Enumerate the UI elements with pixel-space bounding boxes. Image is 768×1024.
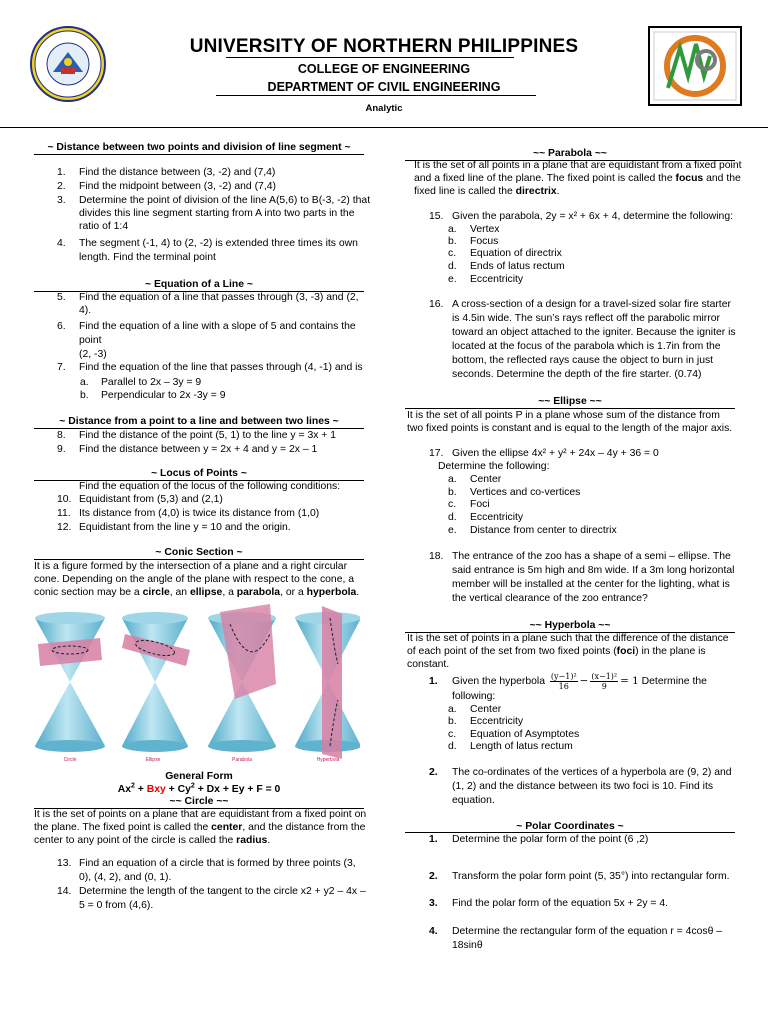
section-title-parabola: ~~ Parabola ~~ (533, 148, 607, 159)
item-number: 4. (429, 926, 438, 937)
section-title-point-line: ~ Distance from a point to a line and between two lines ~ (59, 416, 339, 427)
figure-label-ellipse: Ellipse (145, 757, 161, 763)
sub-letter: b. (448, 487, 457, 498)
sub-item-text: Center (470, 474, 502, 485)
item-number: 13. (57, 858, 72, 869)
question-text: Determine the rectangular form of the equation r = 4cosθ – (452, 926, 723, 937)
item-number: 1. (57, 167, 66, 178)
item-number: 2. (57, 181, 66, 192)
header-rule (216, 95, 536, 96)
sub-letter: e. (448, 525, 457, 536)
question-text: Find the distance between (3, -2) and (7,4) (79, 167, 276, 178)
sub-letter: b. (448, 716, 457, 727)
item-number: 4. (57, 238, 66, 249)
section-title-conic: ~ Conic Section ~ (155, 547, 243, 558)
university-title: UNIVERSITY OF NORTHERN PHILIPPINES (189, 36, 579, 57)
question-text: Find the equation of the line that passes through (4, -1) and is (79, 362, 363, 373)
circle-cone-illustration (35, 612, 105, 752)
sub-item-text: Foci (470, 499, 490, 510)
item-number: 3. (57, 195, 66, 206)
question-text: Given the hyperbola $\frac{\text{(y−1)²}}{16}$ − $\frac{\text{(x−1)²}}{9}$ = 1 Determine the (452, 671, 707, 691)
fraction: $\frac{\text{(x−1)²}}{9}$ (591, 671, 618, 691)
university-seal (23, 24, 113, 104)
question-text: Determine the length of the tangent to the circle x2 + y2 – 4x – (79, 886, 366, 897)
question-text: The co-ordinates of the vertices of a hyperbola are (9, 2) and (452, 767, 732, 778)
sub-item-text: Length of latus rectum (470, 741, 573, 752)
item-number: 18. (429, 551, 444, 562)
section-rule (34, 154, 364, 155)
question-text: toward an object attached to the igniter. Because the igniter is (452, 327, 736, 338)
question-text: member will be installed at the center for the lighting, what is (452, 579, 730, 590)
question-text: said entrance is 5m high and 8m wide. If a 3m long horizontal (452, 565, 735, 576)
question-text: Find the distance between y = 2x + 4 and y = 2x – 1 (79, 444, 318, 455)
section-rule (34, 559, 364, 560)
question-text: the vertical clearance of the zoo entrance? (452, 593, 648, 604)
question-text: point (79, 335, 102, 346)
sub-letter: e. (448, 274, 457, 285)
question-text: (2, -3) (79, 349, 107, 360)
sub-letter: d. (448, 261, 457, 272)
header-bottom-rule (0, 127, 768, 128)
item-number: 11. (57, 508, 71, 519)
question-text: Find the distance of the point (5, 1) to the line y = 3x + 1 (79, 430, 337, 441)
department-title: DEPARTMENT OF CIVIL ENGINEERING (267, 80, 501, 94)
circle-definition: It is the set of points on a plane that are equidistant from a fixed point on (34, 809, 367, 820)
question-text: The segment (-1, 4) to (2, -2) is extended three times its own (79, 238, 358, 249)
conic-definition: conic section may be a circle, an ellipse, a parabola, or a hyperbola. (34, 587, 360, 598)
item-number: 16. (429, 299, 444, 310)
question-text: Find the polar form of the equation 5x + 2y = 4. (452, 898, 669, 909)
item-number: 8. (57, 430, 66, 441)
question-text: Find the midpoint between (3, -2) and (7,4) (79, 181, 276, 192)
sub-letter: a. (448, 474, 457, 485)
parabola-definition: and a fixed line of the plane. The fixed point is called the focus and the (414, 173, 741, 184)
sub-item-text: Focus (470, 236, 499, 247)
question-text: 18sinθ (452, 940, 483, 951)
hyperbola-definition: constant. (407, 659, 450, 670)
section-rule (405, 832, 735, 833)
sub-item-text: Perpendicular to 2x -3y = 9 (101, 390, 226, 401)
section-title-ellipse: ~~ Ellipse ~~ (538, 396, 602, 407)
question-text: located at the focus of the parabola which is 1.7in from the (452, 341, 721, 352)
item-number: 2. (429, 871, 438, 882)
section-rule (34, 428, 364, 429)
conic-definition: It is a figure formed by the intersection of a plane and a right circular (34, 561, 348, 572)
item-number: 7. (57, 362, 66, 373)
question-text: following: (452, 691, 496, 702)
item-number: 5. (57, 292, 66, 303)
parabola-cone-illustration (208, 604, 276, 752)
college-title: COLLEGE OF ENGINEERING (297, 62, 471, 76)
question-text: (1, 2) and the distance between its two foci is 10. Find its (452, 781, 714, 792)
item-number: 17. (429, 448, 444, 459)
question-text: Find the equation of a line with a slope of 5 and contains the (79, 321, 356, 332)
item-number: 10. (57, 494, 72, 505)
parabola-definition: It is the set of all points in a plane that are equidistant from a fixed point (414, 160, 742, 171)
item-number: 14. (57, 886, 72, 897)
question-text: Determine the polar form of the point (6 ,2) (452, 834, 649, 845)
section-rule (405, 408, 735, 409)
section-title-line: ~ Equation of a Line ~ (145, 279, 253, 290)
question-text: Its distance from (4,0) is twice its distance from (1,0) (79, 508, 320, 519)
item-number: 6. (57, 321, 66, 332)
sub-letter: c. (448, 499, 457, 510)
question-text: equation. (452, 795, 495, 806)
question-text: Given the parabola, 2y = x² + 6x + 4, determine the following: (452, 211, 733, 222)
sub-letter: c. (448, 729, 457, 740)
sub-letter: a. (448, 224, 457, 235)
sub-letter: a. (80, 377, 89, 388)
question-text: 4). (79, 305, 92, 316)
question-text: 0), (4, 2), and (0, 1). (79, 872, 172, 883)
item-number: 15. (429, 211, 444, 222)
question-text: is 4.5in wide. The sun’s rays reflect off the parabolic mirror (452, 313, 720, 324)
ellipse-cone-illustration (122, 612, 190, 752)
item-number: 12. (57, 522, 72, 533)
circle-definition: center to any point of the circle is called the radius. (34, 835, 271, 846)
item-number: 1. (429, 834, 438, 845)
question-text: Determine the following: (438, 461, 550, 472)
ellipse-definition: two fixed points is constant and is equal to the length of the major axis. (407, 423, 733, 434)
question-text: ratio of 1:4 (79, 221, 129, 232)
hyperbola-definition: of each point of the set from two fixed points (foci) in the plane is (407, 646, 706, 657)
engineering-logo (648, 26, 742, 106)
sub-letter: a. (448, 704, 457, 715)
section-title-locus: ~ Locus of Points ~ (151, 468, 247, 479)
sub-item-text: Vertex (470, 224, 500, 235)
subject-label: Analytic (365, 103, 403, 114)
question-text: bottom, the reflected rays cause the object to burn in just (452, 355, 714, 366)
ellipse-definition: It is the set of all points P in a plane whose sum of the distance from (407, 410, 720, 421)
parabola-definition: fixed line is called the directrix. (414, 186, 560, 197)
figure-label-parabola: Parabola (231, 757, 252, 763)
sub-item-text: Distance from center to directrix (470, 525, 617, 536)
question-text: divides this line segment starting from A into two parts in the (79, 208, 355, 219)
sub-letter: b. (448, 236, 457, 247)
sub-item-text: Vertices and co-vertices (470, 487, 581, 498)
question-text: Determine the point of division of the line A(5,6) to B(-3, -2) that (79, 195, 371, 206)
sub-item-text: Equation of directrix (470, 248, 562, 259)
question-text: Equidistant from (5,3) and (2,1) (79, 494, 223, 505)
hyperbola-definition: It is the set of points in a plane such that the difference of the distance (407, 633, 729, 644)
general-form-equation: $Ax^2$ + Bxy + $Cy^2 + Dx + Ey + F = 0$ (117, 782, 281, 795)
sub-letter: d. (448, 741, 457, 752)
item-number: 1. (429, 676, 438, 687)
sub-item-text: Equation of Asymptotes (470, 729, 580, 740)
question-text: Find the equation of a line that passes through (3, -3) and (2, (79, 292, 359, 303)
sub-item-text: Eccentricity (470, 274, 524, 285)
sub-item-text: Center (470, 704, 502, 715)
header-rule (226, 57, 514, 58)
section-title-polar: ~ Polar Coordinates ~ (516, 821, 624, 832)
question-text: The entrance of the zoo has a shape of a semi – ellipse. The (452, 551, 731, 562)
locus-intro: Find the equation of the locus of the following conditions: (79, 481, 341, 492)
sub-item-text: Parallel to 2x – 3y = 9 (101, 377, 202, 388)
circle-definition: the plane. The fixed point is called the center, and the distance from the (34, 822, 366, 833)
sub-letter: b. (80, 390, 89, 401)
section-title-distance: ~ Distance between two points and division of line segment ~ (47, 142, 351, 153)
question-text: A cross-section of a design for a travel-sized solar fire starter (452, 299, 731, 310)
sub-item-text: Eccentricity (470, 716, 524, 727)
question-text: 5 = 0 from (4,6). (79, 900, 154, 911)
sub-item-text: Ends of latus rectum (470, 261, 565, 272)
hyperbola-cone-illustration (295, 606, 360, 759)
section-title-circle: ~~ Circle ~~ (169, 796, 229, 807)
question-text: Equidistant from the line y = 10 and the origin. (79, 522, 291, 533)
question-text: seconds. Determine the depth of the fire starter. (0.74) (452, 369, 702, 380)
sub-letter: d. (448, 512, 457, 523)
figure-label-circle: Circle (63, 757, 77, 763)
item-number: 2. (429, 767, 438, 778)
item-number: 9. (57, 444, 66, 455)
conic-definition: cone. Depending on the angle of the plane with respect to the cone, a (34, 574, 355, 585)
sub-item-text: Eccentricity (470, 512, 524, 523)
conic-sections-figure (30, 604, 360, 764)
question-text: Transform the polar form point (5, 35°) into rectangular form. (452, 871, 730, 882)
question-text: Given the ellipse 4x² + y² + 24x – 4y + 36 = 0 (452, 448, 659, 459)
question-text: Find an equation of a circle that is formed by three points (3, (79, 858, 356, 869)
item-number: 3. (429, 898, 438, 909)
section-title-hyperbola: ~~ Hyperbola ~~ (529, 620, 611, 631)
question-text: length. Find the terminal point (79, 252, 216, 263)
general-form-title: General Form (165, 771, 233, 782)
figure-label-hyperbola: Hyperbola (316, 757, 340, 763)
fraction: $\frac{\text{(y−1)²}}{16}$ (550, 671, 577, 691)
sub-letter: c. (448, 248, 457, 259)
